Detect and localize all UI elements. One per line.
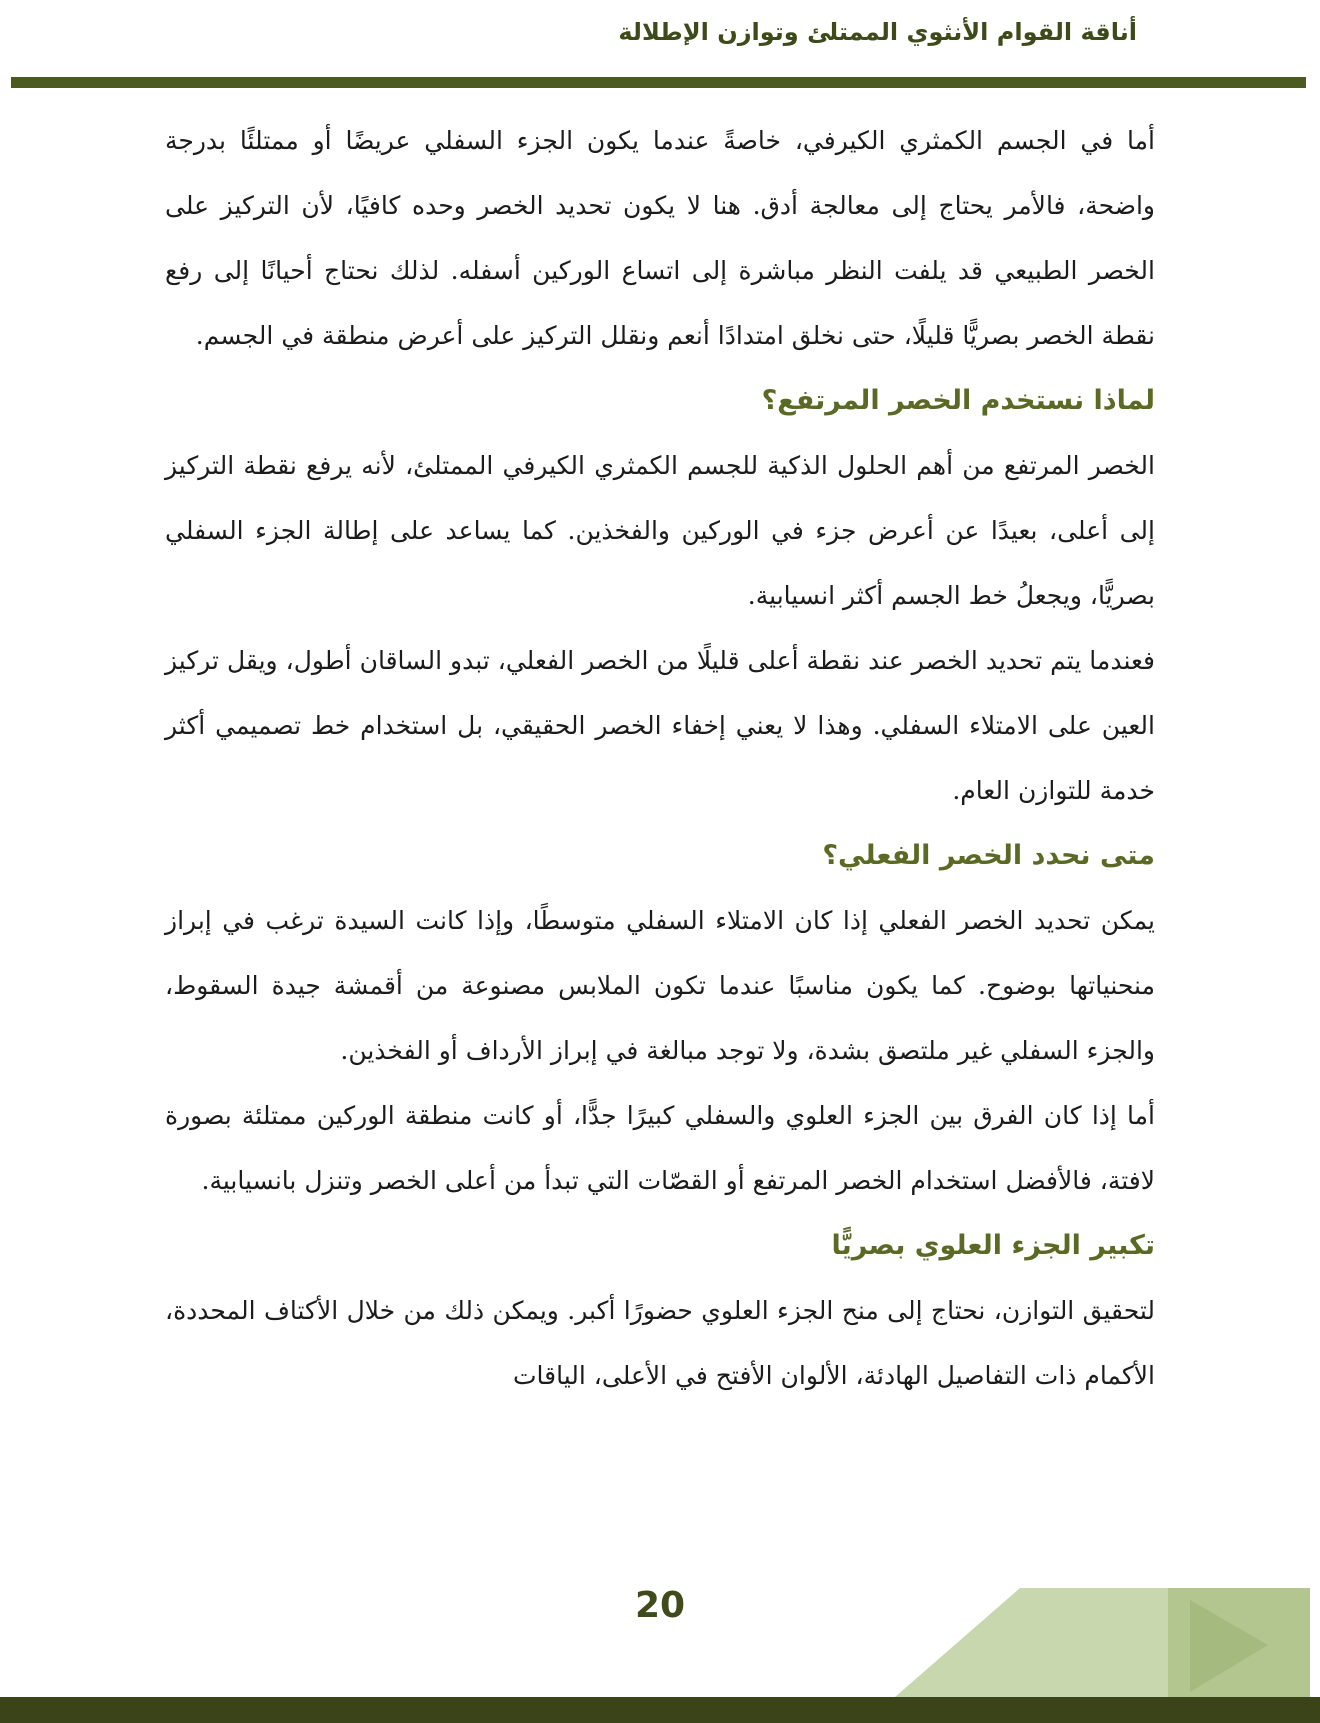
body-paragraph: الخصر المرتفع من أهم الحلول الذكية للجسم الكمثري الكيرفي الممتلئ، لأنه يرفع نقطة التركيز إلى أعلى، بعيدًا عن أعرض جزء في الوركين والفخذين. كما يساعد على إطالة الجزء السفلي بصريًّا، ويجعلُ خط الجسم أكثر انسيابية. xyxy=(165,451,1155,610)
running-header: أناقة القوام الأنثوي الممتلئ وتوازن الإطلالة xyxy=(618,18,1137,46)
header-rule xyxy=(11,77,1306,88)
section-heading: متى نحدد الخصر الفعلي؟ xyxy=(822,840,1155,871)
footer-bar xyxy=(0,1697,1320,1723)
body-paragraph: أما إذا كان الفرق بين الجزء العلوي والسفلي كبيرًا جدًّا، أو كانت منطقة الوركين ممتلئة بصورة لافتة، فالأفضل استخدام الخصر المرتفع أو القصّات التي تبدأ من أعلى الخصر وتنزل بانسيابية. xyxy=(165,1101,1155,1195)
page-body xyxy=(165,108,1155,1408)
body-paragraph: لتحقيق التوازن، نحتاج إلى منح الجزء العلوي حضورًا أكبر. ويمكن ذلك من خلال الأكتاف المحددة، الأكمام ذات التفاصيل الهادئة، الألوان الأفتح في الأعلى، الياقات xyxy=(165,1296,1155,1390)
page-number: 20 xyxy=(634,1585,686,1626)
body-paragraph: أما في الجسم الكمثري الكيرفي، خاصةً عندما يكون الجزء السفلي عريضًا أو ممتلئًا بدرجة واضحة، فالأمر يحتاج إلى معالجة أدق. هنا لا يكون تحديد الخصر وحده كافيًا، لأن التركيز على الخصر الطبيعي قد يلفت النظر مباشرة إلى اتساع الوركين أسفله. لذلك نحتاج أحيانًا إلى رفع نقطة الخصر بصريًّا قليلًا، حتى نخلق امتدادًا أنعم ونقلل التركيز على أعرض منطقة في الجسم. xyxy=(165,126,1155,350)
body-paragraph: فعندما يتم تحديد الخصر عند نقطة أعلى قليلًا من الخصر الفعلي، تبدو الساقان أطول، ويقل تركيز العين على الامتلاء السفلي. وهذا لا يعني إخفاء الخصر الحقيقي، بل استخدام خط تصميمي أكثر خدمة للتوازن العام. xyxy=(165,646,1155,805)
section-heading: لماذا نستخدم الخصر المرتفع؟ xyxy=(761,385,1155,416)
section-heading: تكبير الجزء العلوي بصريًّا xyxy=(831,1230,1155,1261)
body-paragraph: يمكن تحديد الخصر الفعلي إذا كان الامتلاء السفلي متوسطًا، وإذا كانت السيدة ترغب في إبراز منحنياتها بوضوح. كما يكون مناسبًا عندما تكون الملابس مصنوعة من أقمشة جيدة السقوط، والجزء السفلي غير ملتصق بشدة، ولا توجد مبالغة في إبراز الأرداف أو الفخذين. xyxy=(165,906,1155,1065)
